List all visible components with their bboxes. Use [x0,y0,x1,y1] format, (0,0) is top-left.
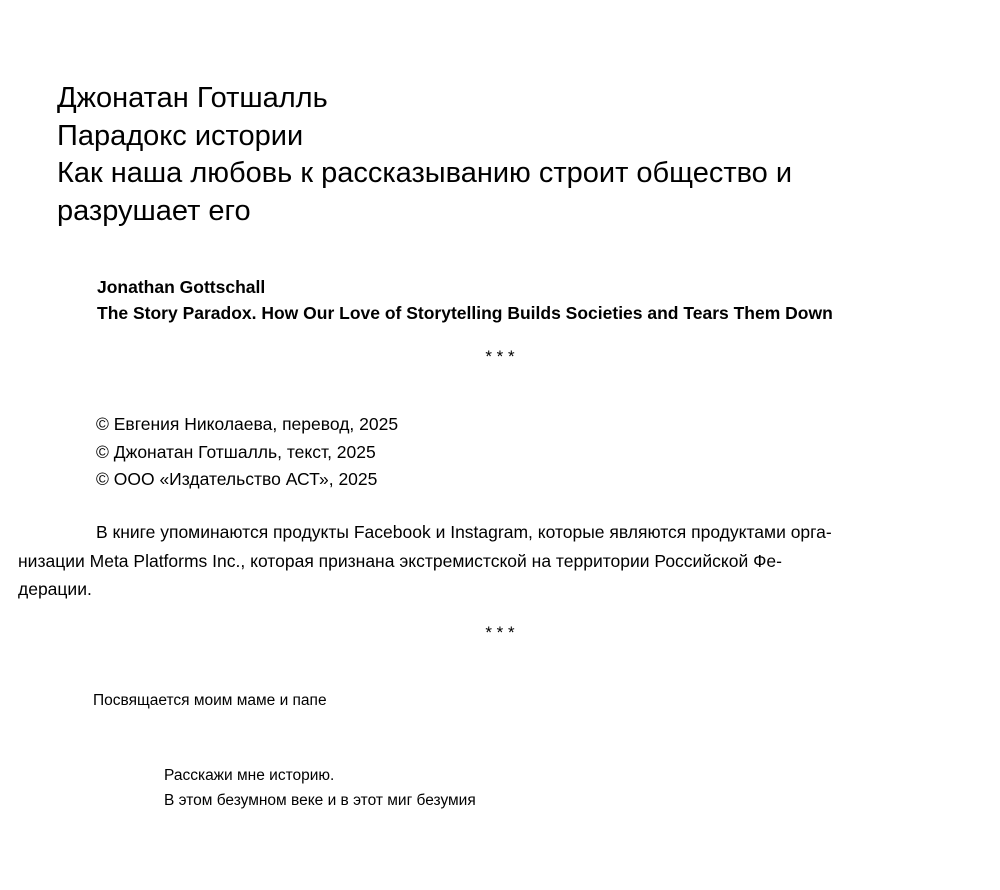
book-subtitle-line-1: Как наша любовь к рассказыванию строит общество и [57,157,793,189]
section-separator: * * * [485,623,515,642]
copyright-line-text: © Джонатан Готшалль, текст, 2025 [96,441,376,462]
section-separator: * * * [485,347,515,366]
original-title: The Story Paradox. How Our Love of Storytelling Builds Societies and Tears Them Down [97,303,833,323]
legal-notice [18,518,943,604]
copyright-block [96,411,896,494]
author-name: Джонатан Готшалль [57,82,328,114]
book-subtitle-line-2: разрушает его [57,194,251,227]
epigraph-line-2: В этом безумном веке и в этот миг безумия [164,792,476,809]
copyright-line-publisher: © ООО «Издательство АСТ», 2025 [96,469,378,489]
legal-notice-line-3: дерации. [18,579,92,599]
legal-notice-line-2: низации Meta Platforms Inc., которая признана экстремистской на территории Российской Фе- [18,550,782,571]
copyright-line-translation: © Евгения Николаева, перевод, 2025 [96,414,399,434]
epigraph [164,763,476,813]
book-title: Парадокс истории [57,119,304,152]
legal-notice-line-1: В книге упоминаются продукты Facebook и Instagram, которые являются продуктами орга- [96,522,832,542]
original-title-block [97,274,977,326]
epigraph-line-1: Расскажи мне историю. [164,767,335,784]
russian-title-block [57,80,937,230]
dedication: Посвящается моим маме и папе [93,692,327,709]
original-author: Jonathan Gottschall [97,277,266,297]
